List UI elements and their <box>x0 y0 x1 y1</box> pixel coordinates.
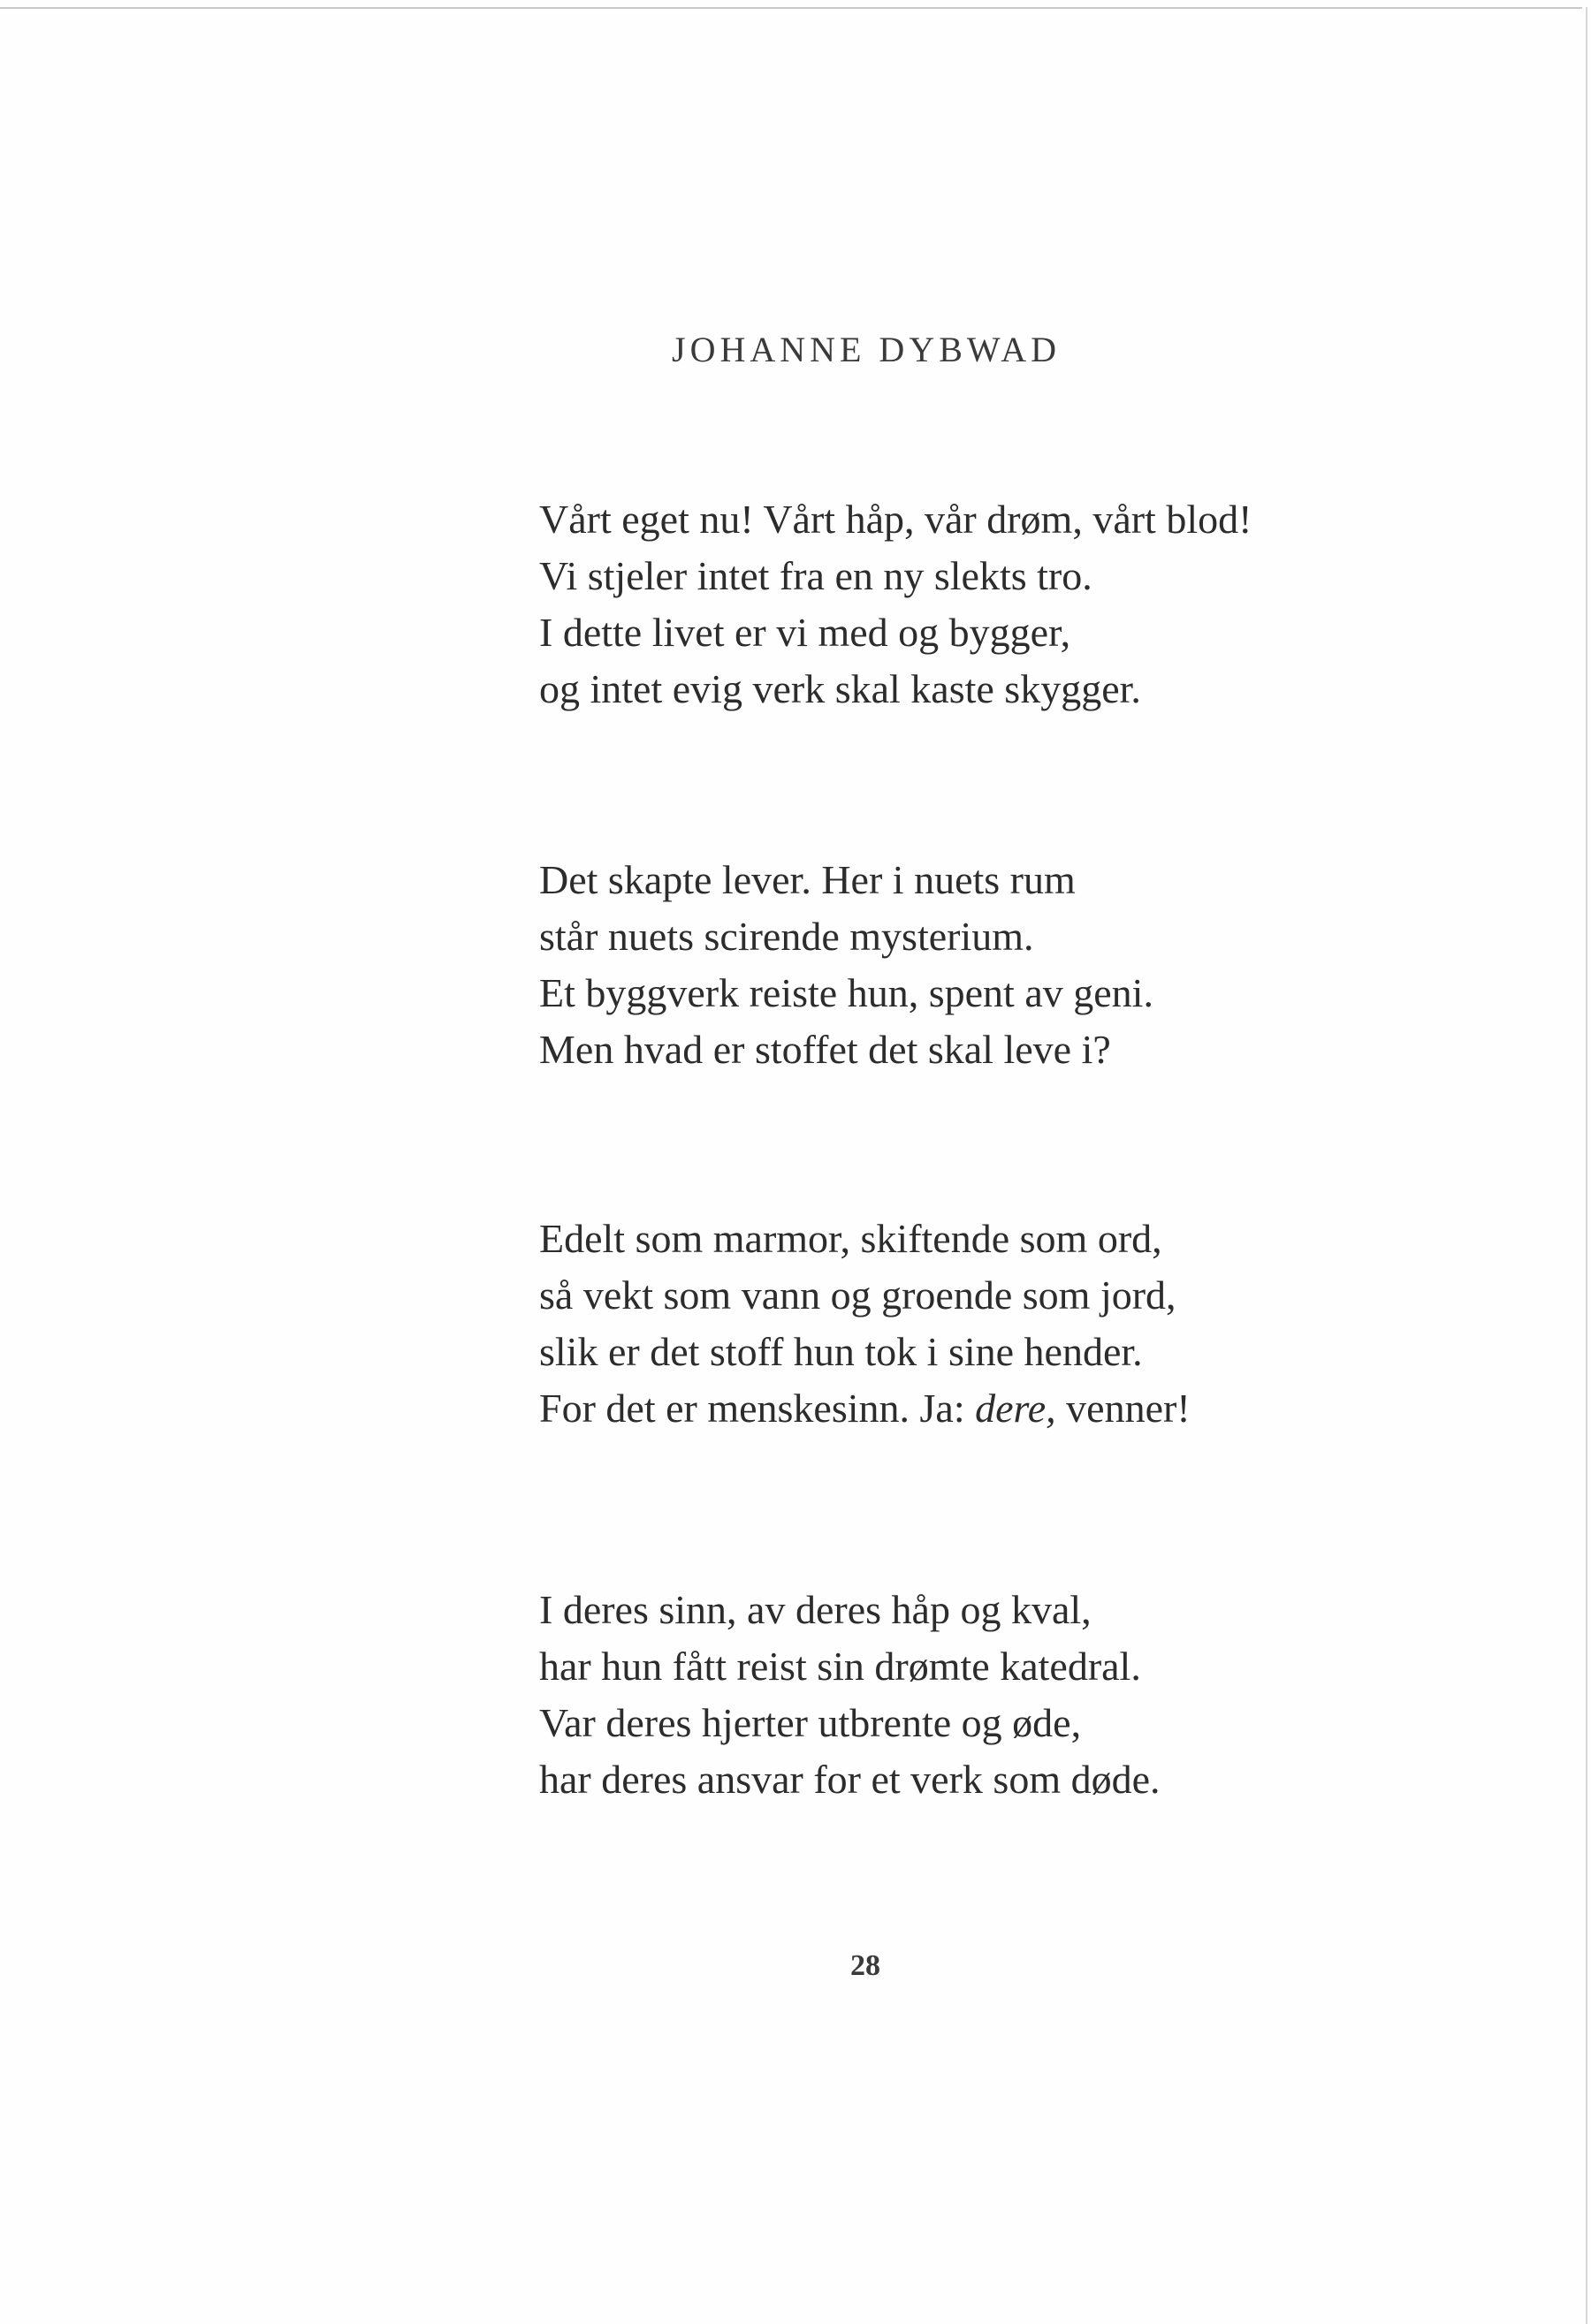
poem-line: har hun fått reist sin drømte katedral. <box>539 1644 1141 1689</box>
poem-line: Men hvad er stoffet det skal leve i? <box>539 1027 1111 1072</box>
stanza-2 <box>539 852 1153 1078</box>
poem-line: Edelt som marmor, skiftende som ord, <box>539 1216 1162 1261</box>
poem-line: I dette livet er vi med og bygger, <box>539 610 1071 655</box>
poem-line: I deres sinn, av deres håp og kval, <box>539 1587 1092 1632</box>
poem-line-italic-word: dere, <box>975 1386 1056 1431</box>
author-heading: JOHANNE DYBWAD <box>672 330 1061 369</box>
poem-line: Vi stjeler intet fra en ny slekts tro. <box>539 553 1092 598</box>
right-edge-rule <box>1586 7 1587 2324</box>
poem-line: har deres ansvar for et verk som døde. <box>539 1757 1161 1802</box>
poem-line: så vekt som vann og groende som jord, <box>539 1272 1176 1318</box>
poem-line: Det skapte lever. Her i nuets rum <box>539 857 1076 902</box>
top-edge-rule <box>0 7 1582 9</box>
poem-line: og intet evig verk skal kaste skygger. <box>539 666 1141 711</box>
page-number: 28 <box>850 1949 880 1982</box>
poem-line: Var deres hjerter utbrente og øde, <box>539 1700 1082 1745</box>
poem-line: slik er det stoff hun tok i sine hender. <box>539 1329 1143 1374</box>
stanza-3 <box>539 1211 1191 1437</box>
poem-line-part: For det er menskesinn. Ja: <box>539 1386 976 1431</box>
poem-line: Vårt eget nu! Vårt håp, vår drøm, vårt blod! <box>539 497 1252 542</box>
stanza-4 <box>539 1582 1161 1808</box>
poem-line: Et byggverk reiste hun, spent av geni. <box>539 970 1153 1015</box>
poem-line: står nuets scirende mysterium. <box>539 914 1034 959</box>
poem-line-part: venner! <box>1055 1386 1191 1431</box>
poem-line <box>539 1380 1191 1437</box>
stanza-1 <box>539 491 1252 718</box>
